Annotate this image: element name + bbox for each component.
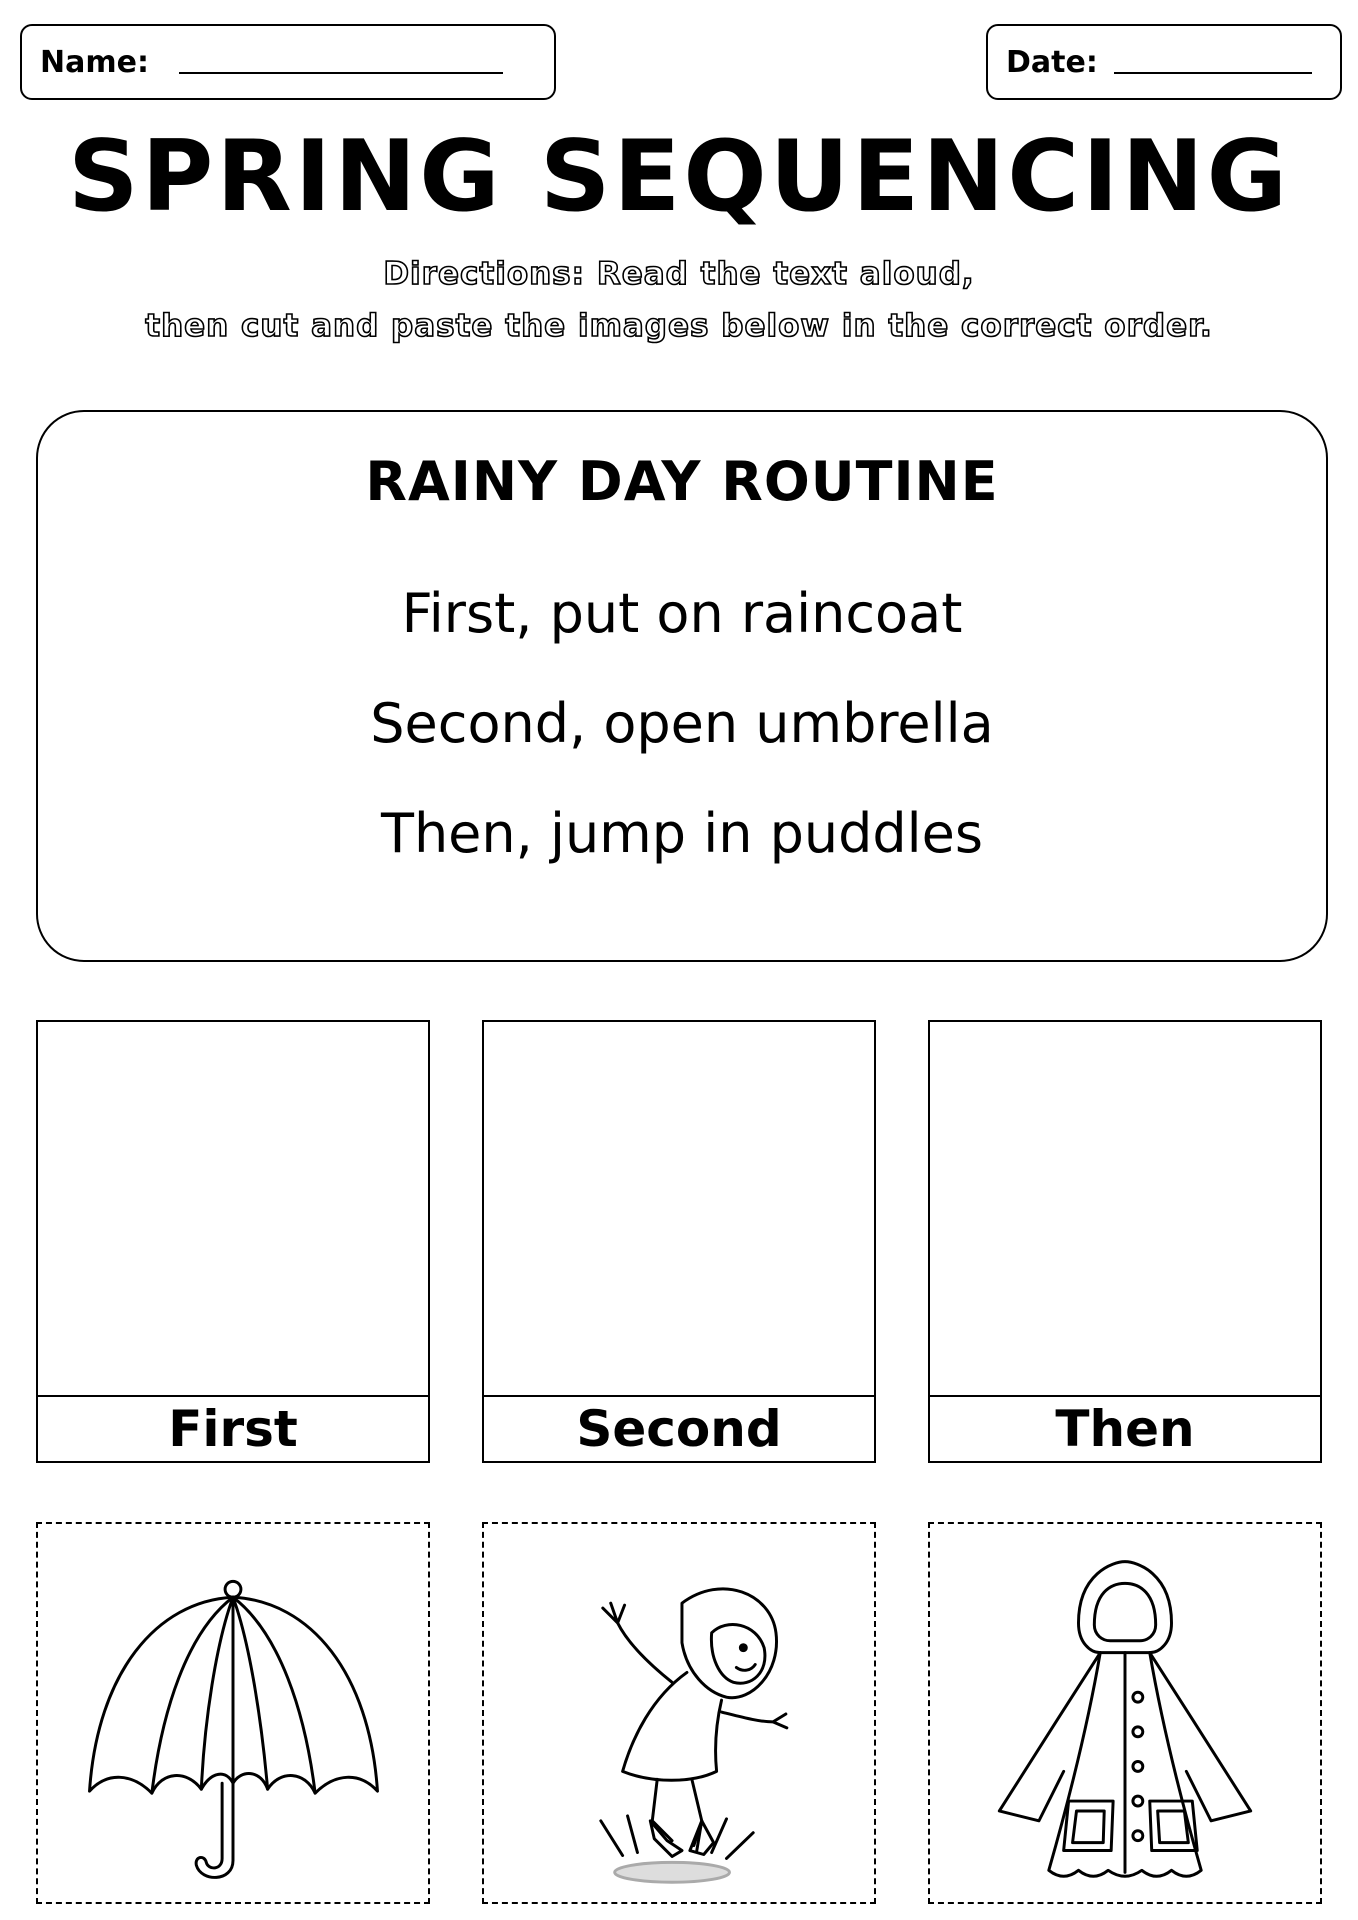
name-label: Name: bbox=[40, 44, 149, 80]
cut-card-raincoat[interactable] bbox=[928, 1522, 1322, 1904]
cut-card-umbrella[interactable] bbox=[36, 1522, 430, 1904]
date-line[interactable] bbox=[1114, 72, 1312, 74]
story-line-then: Then, jump in puddles bbox=[380, 802, 984, 865]
story-box bbox=[36, 410, 1328, 962]
date-label: Date: bbox=[1006, 44, 1098, 80]
paste-slot-first[interactable] bbox=[36, 1020, 430, 1463]
child-jumping-puddle-icon bbox=[484, 1524, 874, 1902]
cut-card-jumping-child[interactable] bbox=[482, 1522, 876, 1904]
story-title: RAINY DAY ROUTINE bbox=[365, 450, 999, 513]
umbrella-icon bbox=[38, 1524, 428, 1902]
date-field[interactable] bbox=[986, 24, 1342, 100]
directions-line-2: then cut and paste the images below in the correct order. bbox=[145, 308, 1213, 344]
paste-slot-then[interactable] bbox=[928, 1020, 1322, 1463]
story-line-second: Second, open umbrella bbox=[370, 692, 994, 755]
story-line-first: First, put on raincoat bbox=[401, 582, 963, 645]
slot-label-second: Second bbox=[484, 1395, 874, 1461]
paste-slot-second[interactable] bbox=[482, 1020, 876, 1463]
name-field[interactable] bbox=[20, 24, 556, 100]
page-title: SPRING SEQUENCING bbox=[67, 120, 1291, 234]
directions-line-1: Directions: Read the text aloud, bbox=[383, 256, 975, 292]
slot-label-first: First bbox=[38, 1395, 428, 1461]
name-line[interactable] bbox=[179, 72, 503, 74]
raincoat-icon bbox=[930, 1524, 1320, 1902]
slot-label-then: Then bbox=[930, 1395, 1320, 1461]
